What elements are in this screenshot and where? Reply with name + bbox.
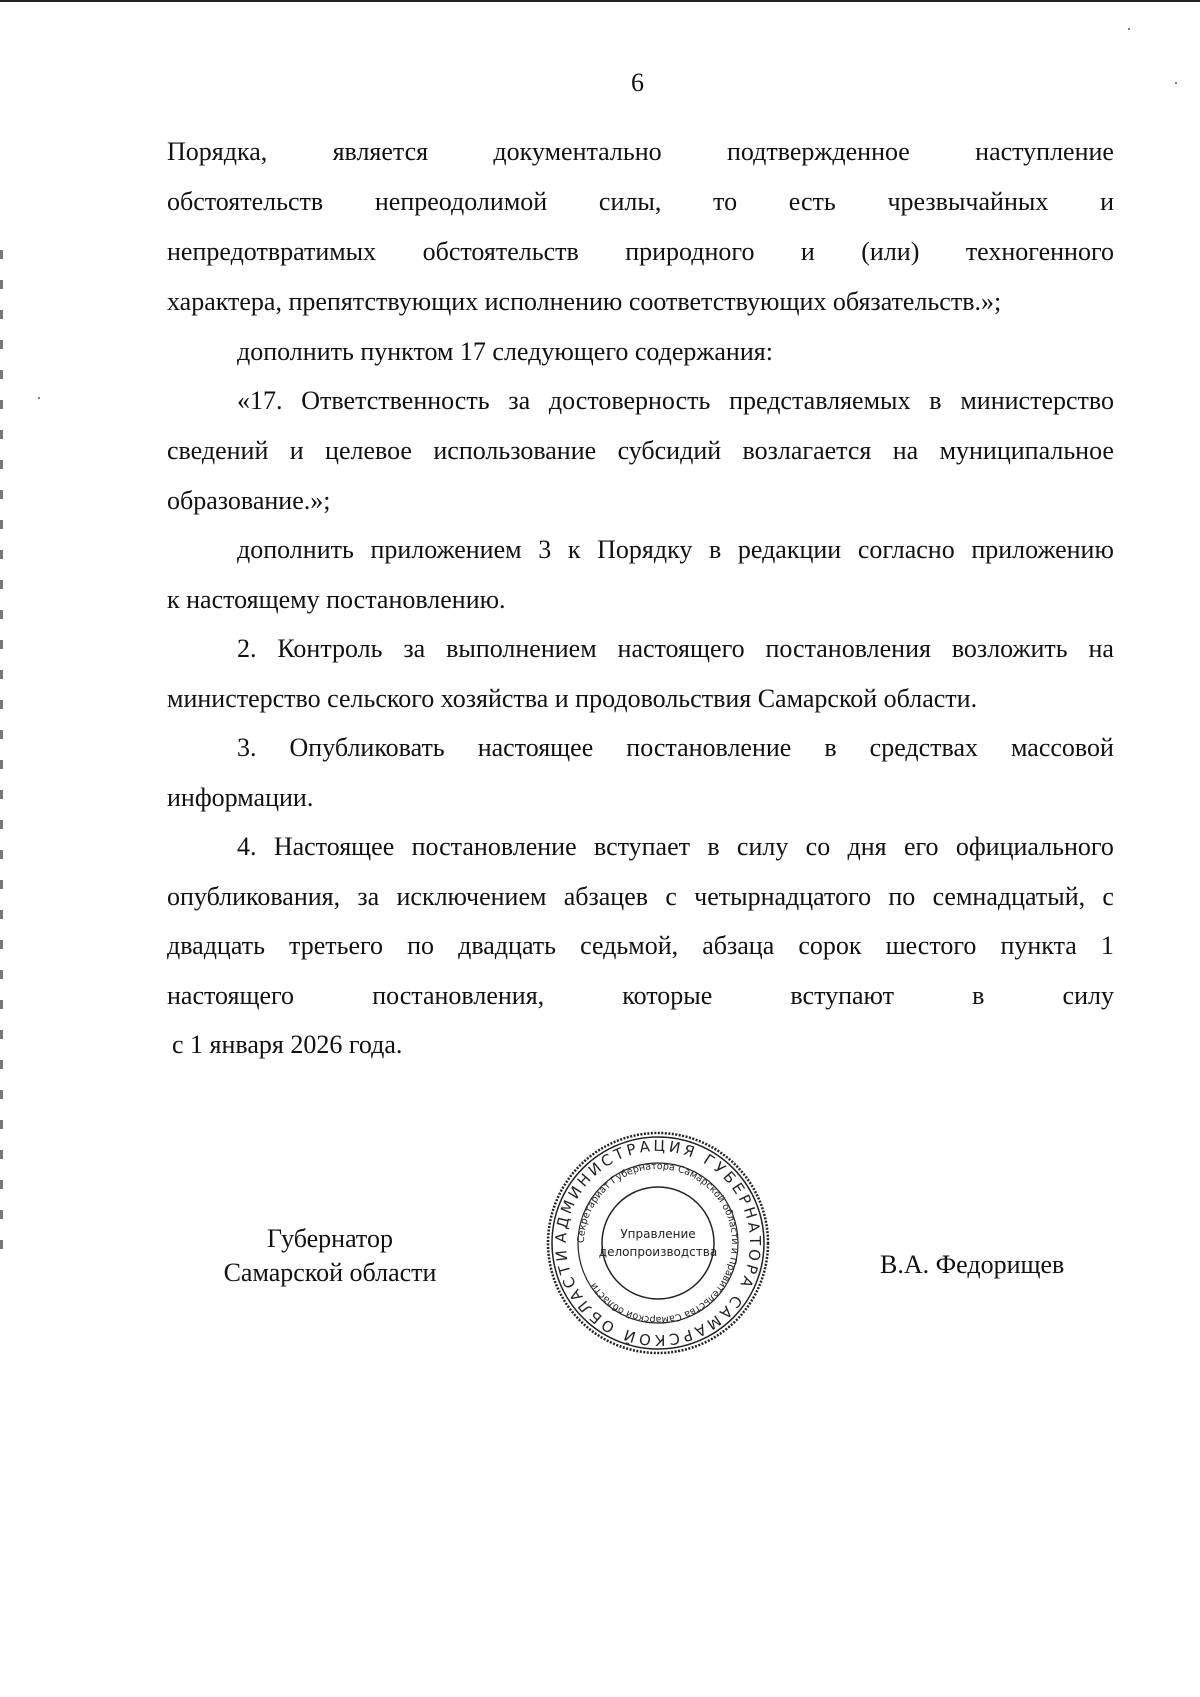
word: природного xyxy=(625,237,755,266)
word: возложить xyxy=(951,634,1068,663)
word: дополнить xyxy=(237,535,354,564)
word: шестого xyxy=(885,931,977,960)
text-line: с 1 января 2026 года. xyxy=(172,1030,403,1059)
word: Порядка, xyxy=(167,137,268,166)
word: субсидий xyxy=(617,436,722,465)
word: на xyxy=(1088,634,1114,663)
word: Опубликовать xyxy=(289,733,445,762)
word: приложению xyxy=(971,535,1114,564)
word: массовой xyxy=(1011,733,1114,762)
word: Настоящее xyxy=(273,832,395,861)
word: согласно xyxy=(857,535,955,564)
word: в xyxy=(824,733,837,762)
text-line: к настоящему постановлению. xyxy=(167,585,506,614)
word: сорок xyxy=(798,931,862,960)
word: его xyxy=(903,832,939,861)
text-line xyxy=(167,981,1114,1011)
word: с xyxy=(1102,882,1114,911)
word: и xyxy=(800,237,815,266)
signatory-title xyxy=(190,1222,470,1290)
word: пункта xyxy=(1000,931,1077,960)
signatory-title-line1: Губернатор xyxy=(267,1224,393,1253)
word: настоящего xyxy=(167,981,295,1010)
word: средствах xyxy=(869,733,978,762)
text-line xyxy=(167,137,1114,167)
word: по xyxy=(888,882,916,911)
word: абзаца xyxy=(702,931,775,960)
word: к xyxy=(567,535,581,564)
word: в xyxy=(707,832,720,861)
page-number: 6 xyxy=(631,68,644,97)
word: непреодолимой xyxy=(374,187,548,216)
seal-inner-inscription: Секретариат Губернатора Самарской области и Правительства Самарской области xyxy=(575,1160,741,1326)
text-line xyxy=(237,832,1114,862)
word: использование xyxy=(433,436,597,465)
word: за xyxy=(403,634,426,663)
word: целевое xyxy=(325,436,412,465)
scan-speck xyxy=(38,397,40,399)
word: 3 xyxy=(538,535,552,564)
word: вступает xyxy=(593,832,690,861)
word: приложением xyxy=(370,535,522,564)
word: 4. xyxy=(237,832,257,861)
word: непредотвратимых xyxy=(167,237,377,266)
word: и xyxy=(1100,187,1114,216)
word: Порядку xyxy=(597,535,693,564)
seal-outer-inscription: АДМИНИСТРАЦИЯ ГУБЕРНАТОРА САМАРСКОЙ ОБЛАСТИ xyxy=(551,1136,765,1350)
text-line: характера, препятствующих исполнению соответствующих обязательств.»; xyxy=(167,287,1002,316)
word: 1 xyxy=(1100,931,1114,960)
word: за xyxy=(508,386,531,415)
text-line: дополнить пунктом 17 следующего содержания: xyxy=(237,337,773,366)
word: министерство xyxy=(960,386,1114,415)
word: в xyxy=(929,386,942,415)
seal-center-line1: Управление xyxy=(620,1227,696,1241)
word: муниципальное xyxy=(939,436,1114,465)
svg-text:Секретариат Губернатора Самарс xyxy=(576,1161,740,1325)
word: силы, xyxy=(598,187,662,216)
word: с xyxy=(665,882,677,911)
text-line xyxy=(167,187,1114,217)
word: вступают xyxy=(790,981,895,1010)
word: «17. xyxy=(237,386,283,415)
word: постановления xyxy=(765,634,931,663)
text-line xyxy=(237,733,1114,763)
word: достоверность xyxy=(548,386,711,415)
word: (или) xyxy=(861,237,920,266)
word: и xyxy=(289,436,304,465)
word: двадцать xyxy=(167,931,265,960)
word: в xyxy=(708,535,722,564)
word: наступление xyxy=(975,137,1114,166)
word: является xyxy=(332,137,429,166)
word: в xyxy=(972,981,985,1010)
word: сведений xyxy=(167,436,269,465)
word: дня xyxy=(847,832,887,861)
word: есть xyxy=(788,187,836,216)
word: третьего xyxy=(289,931,384,960)
word: которые xyxy=(622,981,713,1010)
top-border-line xyxy=(0,0,1200,2)
text-line xyxy=(167,237,1114,267)
word: за xyxy=(357,882,380,911)
word: подтвержденное xyxy=(727,137,910,166)
word: возлагается xyxy=(742,436,872,465)
text-line xyxy=(237,535,1114,565)
text-line: образование.»; xyxy=(167,486,331,515)
word: чрезвычайных xyxy=(887,187,1049,216)
word: документально xyxy=(493,137,662,166)
word: постановление xyxy=(626,733,792,762)
scan-speck xyxy=(1128,28,1130,30)
word: редакции xyxy=(737,535,842,564)
word: то xyxy=(713,187,738,216)
word: со xyxy=(805,832,831,861)
official-seal xyxy=(543,1128,773,1358)
word: 2. xyxy=(237,634,257,663)
word: на xyxy=(892,436,919,465)
word: обстоятельств xyxy=(422,237,579,266)
word: Контроль xyxy=(277,634,383,663)
word: представляемых xyxy=(729,386,911,415)
word: Ответственность xyxy=(301,386,490,415)
text-line xyxy=(167,436,1114,466)
word: абзацев xyxy=(563,882,649,911)
word: седьмой, xyxy=(580,931,679,960)
word: постановления, xyxy=(372,981,545,1010)
word: силу xyxy=(1062,981,1114,1010)
word: постановление xyxy=(411,832,577,861)
word: исключением xyxy=(396,882,547,911)
word: настоящего xyxy=(617,634,745,663)
word: 3. xyxy=(237,733,257,762)
word: выполнением xyxy=(446,634,597,663)
text-line xyxy=(167,931,1114,961)
signatory-name: В.А. Федорищев xyxy=(880,1250,1065,1279)
text-line xyxy=(237,386,1114,416)
word: семнадцатый, xyxy=(932,882,1086,911)
word: силу xyxy=(736,832,789,861)
word: по xyxy=(407,931,435,960)
text-line: министерство сельского хозяйства и продовольствия Самарской области. xyxy=(167,684,978,713)
word: обстоятельств xyxy=(167,187,324,216)
seal-center-line2: делопроизводства xyxy=(598,1245,718,1259)
signatory-title-line2: Самарской области xyxy=(223,1258,437,1287)
text-line xyxy=(237,634,1114,664)
text-line xyxy=(167,882,1114,912)
text-line: информации. xyxy=(167,783,314,812)
word: опубликования, xyxy=(167,882,341,911)
word: двадцать xyxy=(458,931,557,960)
word: официального xyxy=(955,832,1114,861)
scan-left-edge-marks xyxy=(0,250,3,1250)
word: настоящее xyxy=(477,733,594,762)
word: четырнадцатого xyxy=(694,882,872,911)
word: техногенного xyxy=(965,237,1114,266)
